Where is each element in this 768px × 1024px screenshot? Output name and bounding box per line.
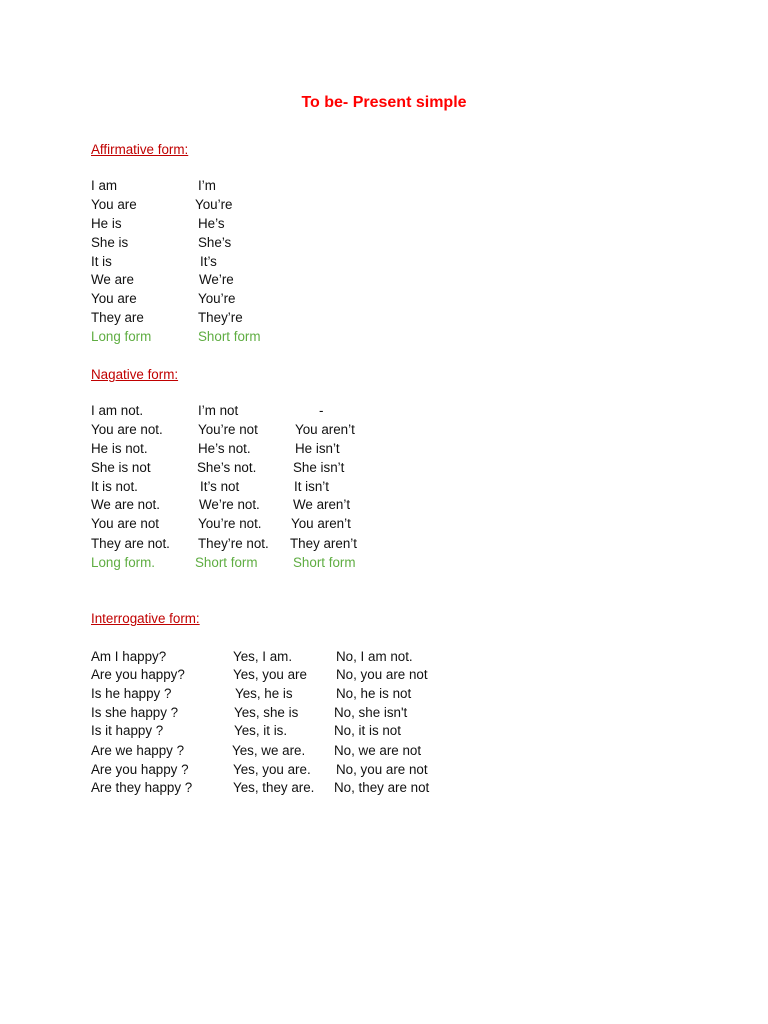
affirmative-short: They’re — [198, 310, 243, 325]
affirmative-long: It is — [91, 254, 112, 269]
affirmative-short: You’re — [198, 291, 236, 306]
affirmative-answer: Yes, she is — [234, 705, 299, 720]
negative-short: She’s not. — [197, 460, 257, 475]
short-form-label: Short form — [198, 329, 261, 344]
negative-short: It’s not — [200, 479, 240, 494]
negative-answer: No, we are not — [334, 743, 422, 758]
affirmative-short: It’s — [200, 254, 217, 269]
negative-answer: No, she isn't — [334, 705, 408, 720]
question: Is it happy ? — [91, 723, 164, 738]
negative-answer: No, you are not — [336, 762, 428, 777]
short-form-label: Short form — [293, 555, 356, 570]
long-form-label: Long form — [91, 329, 152, 344]
question: Is she happy ? — [91, 705, 179, 720]
affirmative-short: You’re — [195, 197, 233, 212]
negative-contraction: We aren’t — [293, 497, 351, 512]
affirmative-heading: Affirmative form: — [91, 142, 189, 157]
affirmative-short: He’s — [198, 216, 225, 231]
affirmative-long: He is — [91, 216, 122, 231]
negative-answer: No, they are not — [334, 780, 430, 795]
affirmative-long: I am — [91, 178, 118, 193]
negative-long: It is not. — [91, 479, 138, 494]
negative-contraction: They aren’t — [290, 536, 357, 551]
affirmative-long: You are — [91, 291, 137, 306]
negative-short: You’re not. — [198, 516, 262, 531]
affirmative-answer: Yes, he is — [235, 686, 293, 701]
negative-contraction: It isn’t — [294, 479, 329, 494]
affirmative-long: You are — [91, 197, 137, 212]
negative-contraction: He isn’t — [295, 441, 340, 456]
affirmative-answer: Yes, we are. — [232, 743, 306, 758]
short-form-label: Short form — [195, 555, 258, 570]
affirmative-long: We are — [91, 272, 134, 287]
affirmative-short: We’re — [199, 272, 234, 287]
affirmative-answer: Yes, you are — [233, 667, 307, 682]
affirmative-answer: Yes, it is. — [234, 723, 288, 738]
negative-contraction: She isn’t — [293, 460, 345, 475]
negative-short: You’re not — [198, 422, 258, 437]
interrogative-heading: Interrogative form: — [91, 611, 200, 626]
affirmative-answer: Yes, I am. — [233, 649, 293, 664]
negative-long: She is not — [91, 460, 151, 475]
negative-answer: No, he is not — [336, 686, 412, 701]
question: Are you happy ? — [91, 762, 189, 777]
negative-short: He’s not. — [198, 441, 251, 456]
affirmative-long: She is — [91, 235, 129, 250]
affirmative-answer: Yes, they are. — [233, 780, 315, 795]
negative-contraction: You aren’t — [291, 516, 351, 531]
page-title: To be- Present simple — [301, 94, 467, 111]
negative-short: I’m not — [198, 403, 239, 418]
negative-contraction: - — [319, 403, 324, 418]
long-form-label: Long form. — [91, 555, 156, 570]
question: Am I happy? — [91, 649, 167, 664]
negative-answer: No, it is not — [334, 723, 401, 738]
negative-long: I am not. — [91, 403, 144, 418]
negative-contraction: You aren’t — [295, 422, 355, 437]
affirmative-long: They are — [91, 310, 144, 325]
negative-long: They are not. — [91, 536, 170, 551]
question: Are they happy ? — [91, 780, 193, 795]
negative-answer: No, you are not — [336, 667, 428, 682]
question: Is he happy ? — [91, 686, 172, 701]
question: Are we happy ? — [91, 743, 185, 758]
affirmative-answer: Yes, you are. — [233, 762, 311, 777]
question: Are you happy? — [91, 667, 185, 682]
negative-short: They’re not. — [198, 536, 269, 551]
negative-heading: Nagative form: — [91, 367, 179, 382]
negative-long: We are not. — [91, 497, 160, 512]
affirmative-short: I’m — [198, 178, 216, 193]
negative-long: You are not — [91, 516, 160, 531]
negative-short: We’re not. — [199, 497, 260, 512]
negative-long: You are not. — [91, 422, 163, 437]
affirmative-short: She’s — [198, 235, 232, 250]
negative-long: He is not. — [91, 441, 148, 456]
negative-answer: No, I am not. — [336, 649, 413, 664]
